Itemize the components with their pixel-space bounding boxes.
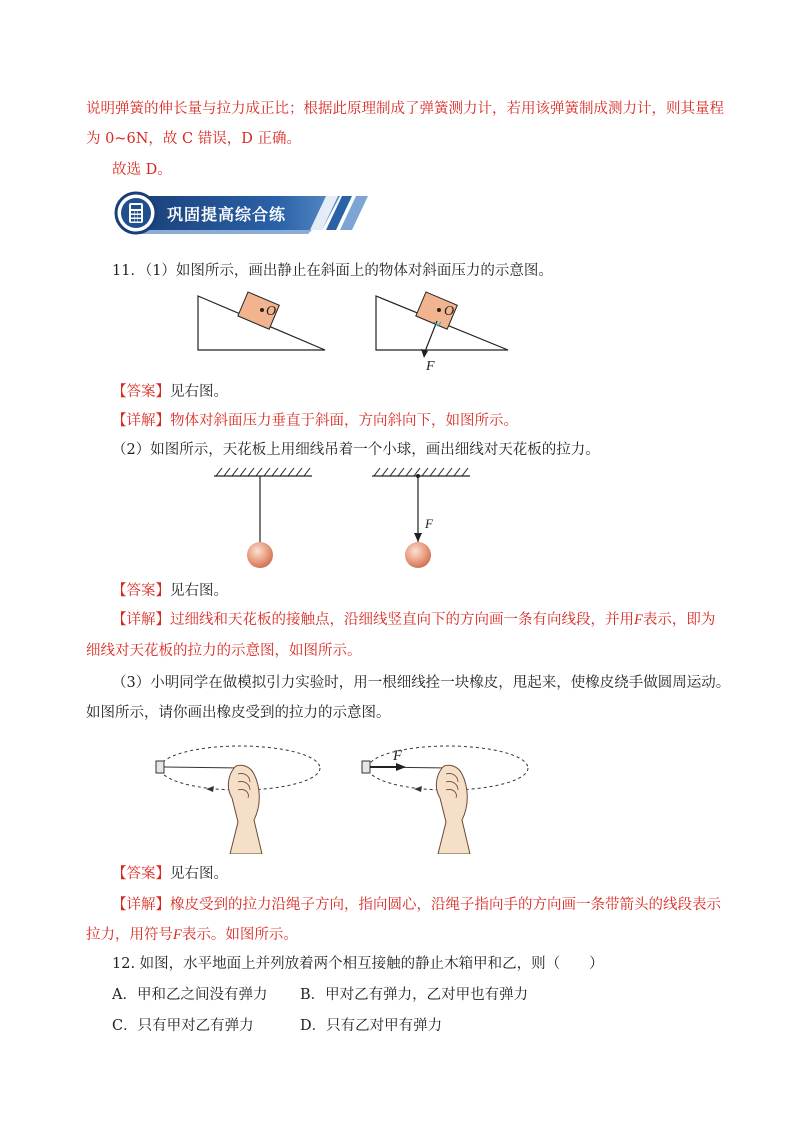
- answer-2: 【答案】见右图。: [112, 583, 228, 599]
- circular-motion-right: [362, 746, 528, 854]
- intro-line-3: 故选 D。: [112, 162, 172, 178]
- detail-3-cont: 拉力，用符号F表示。如图所示。: [86, 927, 298, 943]
- intro-line-1: 说明弹簧的伸长量与拉力成正比；根据此原理制成了弹簧测力计，若用该弹簧制成测力计，则其量程: [86, 101, 724, 117]
- detail-1: 【详解】物体对斜面压力垂直于斜面，方向斜向下，如图所示。: [112, 413, 518, 429]
- q11-part3-line2: 如图所示，请你画出橡皮受到的拉力的示意图。: [86, 705, 391, 721]
- point-label-left: O: [266, 304, 277, 319]
- detail-2-cont: 细线对天花板的拉力的示意图，如图所示。: [86, 643, 362, 659]
- point-label-right: O: [444, 304, 455, 319]
- banner-title: 巩固提高综合练: [167, 205, 287, 224]
- circular-motion-left: [156, 746, 320, 854]
- q11-part3-line1: （3）小明同学在做模拟引力实验时，用一根细线拴一块橡皮，甩起来，使橡皮绕手做圆周运动。: [112, 675, 731, 691]
- q12-stem: 12. 如图，水平地面上并列放着两个相互接触的静止木箱甲和乙，则（ ）: [112, 956, 604, 972]
- q12-option-c: C．只有甲对乙有弹力: [112, 1018, 254, 1034]
- force-label-fig1: F: [426, 359, 435, 374]
- ceiling-right: [372, 468, 470, 568]
- force-label-fig2: F: [425, 516, 433, 531]
- q11-stem: 11．（1）如图所示，画出静止在斜面上的物体对斜面压力的示意图。: [112, 263, 553, 279]
- force-label-fig3: F: [393, 748, 403, 764]
- ceiling-left: [214, 468, 312, 568]
- incline-figure: [190, 288, 520, 378]
- detail-3: 【详解】橡皮受到的拉力沿绳子方向，指向圆心，沿绳子指向手的方向画一条带箭头的线段表示: [112, 897, 721, 913]
- incline-right: [376, 292, 508, 358]
- intro-line-2: 为 0~6N，故 C 错误，D 正确。: [86, 131, 301, 147]
- hanging-ball-figure: [206, 462, 476, 574]
- calculator-icon: [129, 203, 143, 223]
- q12-option-a: A．甲和乙之间没有弹力: [112, 987, 268, 1003]
- q12-option-d: D．只有乙对甲有弹力: [300, 1018, 443, 1034]
- section-banner: [112, 190, 370, 236]
- answer-3: 【答案】见右图。: [112, 866, 228, 882]
- answer-1: 【答案】见右图。: [112, 384, 228, 400]
- q12-option-b: B．甲对乙有弹力，乙对甲也有弹力: [300, 987, 529, 1003]
- incline-left: [198, 292, 325, 350]
- detail-2: 【详解】过细线和天花板的接触点，沿细线竖直向下的方向画一条有向线段，并用F表示，即为: [112, 612, 716, 628]
- circular-motion-figure: [150, 740, 540, 854]
- q11-part2: （2）如图所示，天花板上用细线吊着一个小球，画出细线对天花板的拉力。: [112, 442, 600, 458]
